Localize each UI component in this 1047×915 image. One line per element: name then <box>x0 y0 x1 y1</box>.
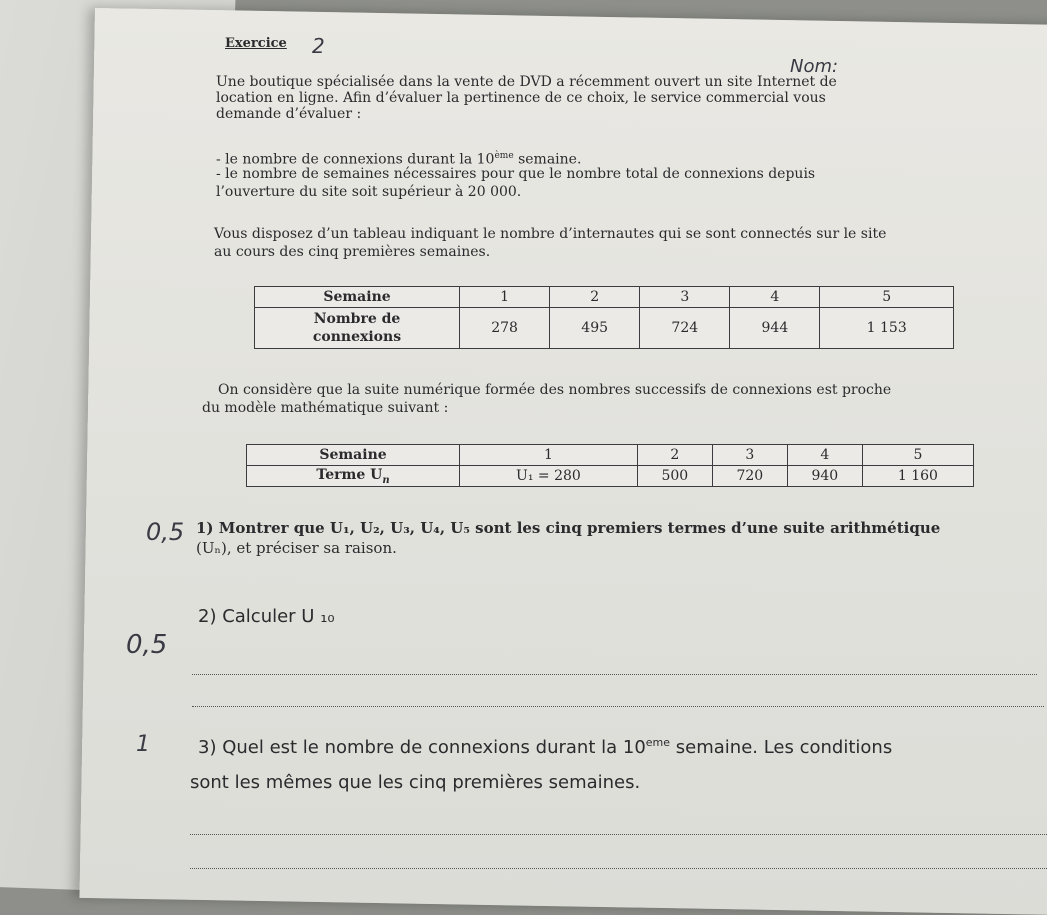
question-2: 2) Calculer U ₁₀ <box>198 606 335 627</box>
handwritten-points-q2: 0,5 <box>126 630 168 660</box>
question-1-text: 1) Montrer que U₁, U₂, U₃, U₄, U₅ sont les cinq premiers termes d’une suite arithmétique <box>196 519 941 537</box>
table1-header-connections <box>255 308 460 349</box>
table1-header-connections-line-2: connexions <box>312 329 402 345</box>
question-3-superscript: eme <box>645 736 671 749</box>
question-3-line-1 <box>198 736 892 758</box>
answer-line-q2-2 <box>192 706 1044 707</box>
table2-week-4: 4 <box>787 445 862 466</box>
table-intro-line-2: au cours des cinq premières semaines. <box>214 244 491 260</box>
bullet-1 <box>216 148 581 168</box>
table2-term-4: 940 <box>787 466 862 487</box>
answer-line-q3-1 <box>190 834 1047 835</box>
table2-term-5: 1 160 <box>862 466 973 487</box>
exercise-title: Exercice <box>225 36 287 51</box>
table-row <box>255 287 954 308</box>
table-row <box>255 308 954 349</box>
bullet-1-superscript: ème <box>494 151 514 161</box>
table2-week-3: 3 <box>712 445 787 466</box>
table-row <box>247 445 974 466</box>
connections-table <box>254 286 954 349</box>
bullet-2-line-1: - le nombre de semaines nécessaires pour que le nombre total de connexions depuis <box>216 166 816 182</box>
bullet-1-text: - le nombre de connexions durant la 10 <box>216 151 495 168</box>
question-3-text: 3) Quel est le nombre de connexions durant la 10 <box>198 737 646 758</box>
question-3-suffix: semaine. Les conditions <box>670 737 893 758</box>
table2-term-2: 500 <box>637 466 712 487</box>
table2-header-week: Semaine <box>247 445 460 466</box>
model-intro-line-1: On considère que la suite numérique formée des nombres successifs de connexions est proche <box>218 382 892 398</box>
model-table <box>246 444 974 487</box>
table1-week-2: 2 <box>550 287 640 308</box>
table1-week-4: 4 <box>730 287 820 308</box>
table2-term-3: 720 <box>712 466 787 487</box>
table2-header-term <box>247 466 460 487</box>
table2-week-1: 1 <box>460 445 638 466</box>
handwritten-points-q3: 1 <box>136 732 150 757</box>
table2-week-5: 5 <box>862 445 973 466</box>
table-row <box>247 466 974 487</box>
question-3-line-2: sont les mêmes que les cinq premières semaines. <box>190 772 641 793</box>
table2-term-1: U₁ = 280 <box>460 466 638 487</box>
intro-line-1: Une boutique spécialisée dans la vente de DVD a récemment ouvert un site Internet de <box>216 74 837 90</box>
table1-connections-5: 1 153 <box>820 308 954 349</box>
question-1-line-2: (Uₙ), et préciser sa raison. <box>196 539 397 557</box>
bullet-2-line-2: l’ouverture du site soit supérieur à 20 000. <box>216 184 522 200</box>
table2-week-2: 2 <box>637 445 712 466</box>
table2-header-term-text: Terme U <box>316 466 383 483</box>
table-intro-line-1: Vous disposez d’un tableau indiquant le nombre d’internautes qui se sont connectés sur le site <box>214 226 887 242</box>
table1-connections-3: 724 <box>640 308 730 349</box>
table1-week-3: 3 <box>640 287 730 308</box>
table1-header-connections-line-1: Nombre de <box>313 311 401 327</box>
handwritten-exercise-number: 2 <box>312 34 325 58</box>
model-intro-line-2: du modèle mathématique suivant : <box>202 400 449 416</box>
table1-connections-4: 944 <box>730 308 820 349</box>
table1-header-week: Semaine <box>255 287 460 308</box>
table2-header-term-subscript: n <box>382 474 390 486</box>
table1-week-5: 5 <box>820 287 954 308</box>
intro-line-2: location en ligne. Afin d’évaluer la pertinence de ce choix, le service commercial vous <box>216 90 826 106</box>
handwritten-name-label: Nom: <box>790 56 839 77</box>
answer-line-q3-2 <box>190 868 1047 869</box>
question-1-line-1 <box>196 520 940 536</box>
answer-line-q2-1 <box>192 674 1037 675</box>
bullet-1-suffix: semaine. <box>513 151 582 168</box>
table1-connections-1: 278 <box>460 308 550 349</box>
intro-line-3: demande d’évaluer : <box>216 106 362 122</box>
table1-week-1: 1 <box>460 287 550 308</box>
table1-connections-2: 495 <box>550 308 640 349</box>
handwritten-points-q1: 0,5 <box>146 518 185 546</box>
